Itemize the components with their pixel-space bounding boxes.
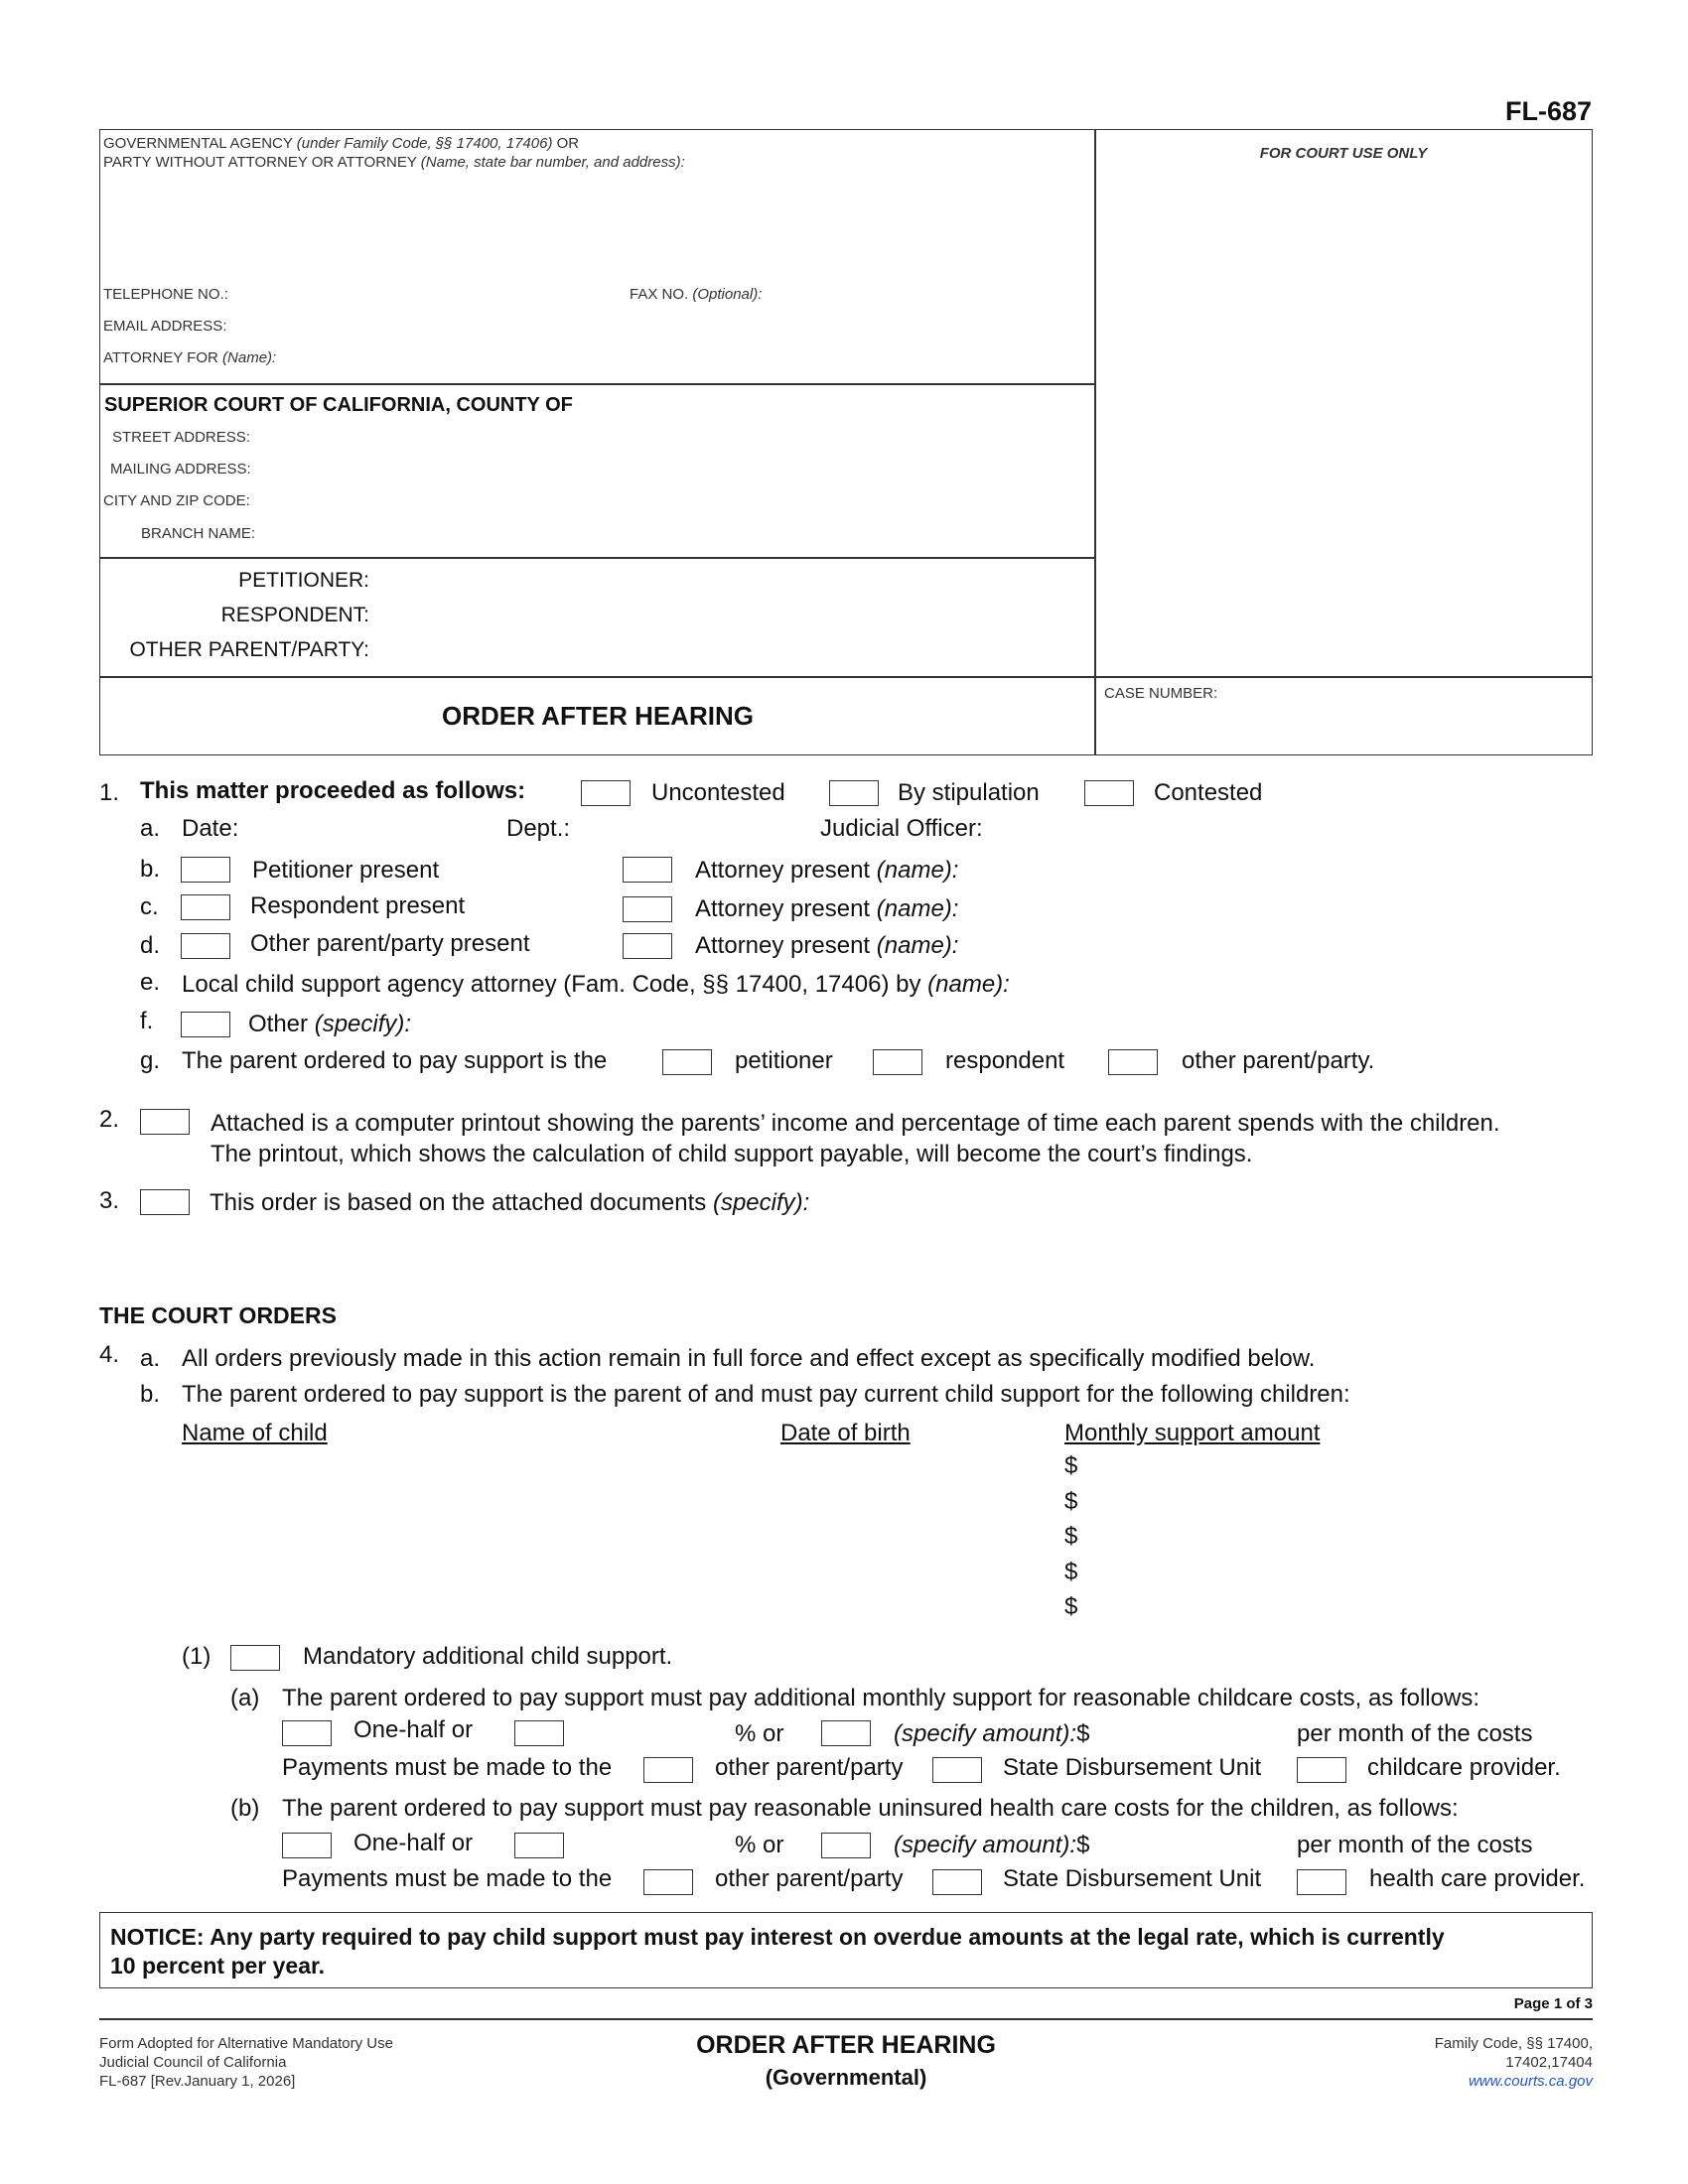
item4-1b-num: (b) [230, 1795, 260, 1822]
pay-other-party-checkbox[interactable] [643, 1757, 693, 1783]
item1-g: g. [140, 1047, 161, 1074]
respondent-checkbox[interactable] [873, 1049, 922, 1075]
other-checkbox[interactable] [181, 1012, 230, 1037]
attorney-present-checkbox[interactable] [623, 857, 672, 883]
item4-a: a. [140, 1345, 161, 1372]
other-party-option: other parent/party. [1182, 1047, 1375, 1074]
court-title: SUPERIOR COURT OF CALIFORNIA, COUNTY OF [104, 394, 573, 416]
specify-amount-label: (specify amount):$ [894, 1832, 1090, 1858]
uncontested-label: Uncontested [651, 779, 785, 806]
mandatory-support-checkbox[interactable] [230, 1645, 280, 1671]
date-label: Date: [182, 815, 239, 842]
dept-label: Dept.: [506, 815, 571, 842]
mandatory-support-label: Mandatory additional child support. [303, 1643, 673, 1670]
footer-subtitle: (Governmental) [765, 2065, 927, 2090]
specify-amount-checkbox[interactable] [821, 1833, 871, 1858]
item2-line1: Attached is a computer printout showing the parents’ income and percentage of time each parent spends with the children. [211, 1110, 1500, 1137]
family-code-line1: Family Code, §§ 17400, [1434, 2035, 1593, 2052]
dollar-sign: $ [1064, 1523, 1078, 1550]
city-label: CITY AND ZIP CODE: [103, 492, 250, 509]
petitioner-present-checkbox[interactable] [181, 857, 230, 883]
notice-line1: NOTICE: Any party required to pay child support must pay interest on overdue amounts at the legal rate, which is currently [110, 1924, 1445, 1950]
col-name-of-child: Name of child [182, 1420, 328, 1446]
petitioner-label: PETITIONER: [238, 569, 369, 592]
adopted-line1: Form Adopted for Alternative Mandatory Use [99, 2035, 393, 2052]
attorney-for-label: ATTORNEY FOR (Name): [103, 349, 277, 366]
item2-num: 2. [99, 1106, 120, 1133]
petitioner-present-label: Petitioner present [252, 857, 440, 884]
petitioner-option: petitioner [735, 1047, 833, 1074]
item1-c: c. [140, 893, 159, 920]
divider [99, 383, 1096, 385]
one-half-label: One-half or [353, 1716, 474, 1743]
item2-checkbox[interactable] [140, 1109, 190, 1135]
email-label: EMAIL ADDRESS: [103, 318, 227, 335]
fax-label: FAX NO. (Optional): [630, 286, 763, 303]
case-number-label: CASE NUMBER: [1104, 685, 1218, 702]
item1-b: b. [140, 856, 161, 883]
court-use-label: FOR COURT USE ONLY [1259, 145, 1428, 162]
dollar-sign: $ [1064, 1488, 1078, 1515]
courts-link[interactable]: www.courts.ca.gov [1468, 2073, 1593, 2090]
item1-a: a. [140, 815, 161, 842]
percent-label: % or [735, 1720, 784, 1747]
childcare-provider-label: childcare provider. [1367, 1754, 1561, 1781]
one-half-label: One-half or [353, 1830, 474, 1856]
one-half-checkbox[interactable] [282, 1833, 332, 1858]
agency-line1: GOVERNMENTAL AGENCY (under Family Code, §§ 17400, 17406) OR [103, 135, 580, 152]
footer-title: ORDER AFTER HEARING [696, 2031, 996, 2059]
item4-1-num: (1) [182, 1643, 211, 1670]
sdu-checkbox[interactable] [932, 1757, 982, 1783]
respondent-label: RESPONDENT: [220, 604, 369, 626]
other-label: Other (specify): [248, 1011, 412, 1037]
respondent-option: respondent [945, 1047, 1065, 1074]
attorney-present-label: Attorney present (name): [695, 932, 959, 959]
item1-label: This matter proceeded as follows: [140, 777, 526, 804]
attorney-present-label: Attorney present (name): [695, 895, 959, 922]
petitioner-checkbox[interactable] [662, 1049, 712, 1075]
item1-e: e. [140, 969, 161, 996]
page-number: Page 1 of 3 [1513, 1995, 1593, 2012]
dollar-sign: $ [1064, 1559, 1078, 1585]
attorney-present-label: Attorney present (name): [695, 857, 959, 884]
percent-label: % or [735, 1832, 784, 1858]
payments-label: Payments must be made to the [282, 1754, 613, 1781]
item3-checkbox[interactable] [140, 1189, 190, 1215]
item4-b: b. [140, 1381, 161, 1408]
uncontested-checkbox[interactable] [581, 780, 631, 806]
other-present-checkbox[interactable] [181, 933, 230, 959]
respondent-present-label: Respondent present [250, 892, 466, 919]
item2-line2: The printout, which shows the calculation of child support payable, will become the court’s findings. [211, 1141, 1253, 1167]
per-month-label: per month of the costs [1297, 1832, 1533, 1858]
divider [99, 557, 1096, 559]
payments-label: Payments must be made to the [282, 1865, 613, 1892]
item4-1b-text: The parent ordered to pay support must pay reasonable uninsured health care costs for the children, as follows: [282, 1795, 1459, 1822]
court-orders-heading: THE COURT ORDERS [99, 1302, 337, 1328]
attorney-present-checkbox[interactable] [623, 933, 672, 959]
item3-num: 3. [99, 1187, 120, 1214]
col-monthly-support: Monthly support amount [1064, 1420, 1321, 1446]
item1-d: d. [140, 932, 161, 959]
item4-1a-num: (a) [230, 1685, 260, 1711]
adopted-line3: FL-687 [Rev.January 1, 2026] [99, 2073, 296, 2090]
page-title: ORDER AFTER HEARING [442, 701, 754, 731]
branch-label: BRANCH NAME: [141, 525, 256, 542]
item1-f: f. [140, 1008, 154, 1034]
divider [99, 676, 1593, 678]
item4-num: 4. [99, 1341, 120, 1368]
judicial-officer-label: Judicial Officer: [820, 815, 983, 842]
local-agency-label: Local child support agency attorney (Fam. Code, §§ 17400, 17406) by (name): [182, 971, 1010, 998]
telephone-label: TELEPHONE NO.: [103, 286, 228, 303]
sdu-label: State Disbursement Unit [1003, 1865, 1262, 1892]
attorney-present-checkbox[interactable] [623, 896, 672, 922]
dollar-sign: $ [1064, 1593, 1078, 1620]
specify-amount-checkbox[interactable] [821, 1720, 871, 1746]
sdu-label: State Disbursement Unit [1003, 1754, 1262, 1781]
respondent-present-checkbox[interactable] [181, 894, 230, 920]
notice-line2: 10 percent per year. [110, 1953, 326, 1979]
item4-a-text: All orders previously made in this action remain in full force and effect except as specifically modified below. [182, 1345, 1316, 1372]
item4-1a-text: The parent ordered to pay support must pay additional monthly support for reasonable childcare costs, as follows: [282, 1685, 1479, 1711]
street-label: STREET ADDRESS: [112, 429, 250, 446]
footer-rule [99, 2018, 1593, 2020]
form-id: FL-687 [1504, 96, 1592, 126]
court-use-box [1094, 129, 1593, 755]
childcare-provider-checkbox[interactable] [1297, 1757, 1346, 1783]
family-code-line2: 17402,17404 [1505, 2054, 1593, 2071]
stipulation-checkbox[interactable] [829, 780, 879, 806]
pay-other-party-label: other parent/party [715, 1865, 904, 1892]
adopted-line2: Judicial Council of California [99, 2054, 287, 2071]
percent-checkbox[interactable] [514, 1833, 564, 1858]
one-half-checkbox[interactable] [282, 1720, 332, 1746]
specify-amount-label: (specify amount):$ [894, 1720, 1090, 1747]
sdu-checkbox[interactable] [932, 1869, 982, 1895]
other-party-checkbox[interactable] [1108, 1049, 1158, 1075]
dollar-sign: $ [1064, 1452, 1078, 1479]
item3-text: This order is based on the attached documents (specify): [210, 1189, 810, 1216]
other-party-label: OTHER PARENT/PARTY: [129, 638, 369, 661]
contested-checkbox[interactable] [1084, 780, 1134, 806]
health-provider-checkbox[interactable] [1297, 1869, 1346, 1895]
parent-ordered-label: The parent ordered to pay support is the [182, 1047, 608, 1074]
percent-checkbox[interactable] [514, 1720, 564, 1746]
pay-other-party-checkbox[interactable] [643, 1869, 693, 1895]
stipulation-label: By stipulation [898, 779, 1040, 806]
item4-b-text: The parent ordered to pay support is the parent of and must pay current child support for the following children: [182, 1381, 1350, 1408]
health-provider-label: health care provider. [1369, 1865, 1586, 1892]
mailing-label: MAILING ADDRESS: [110, 461, 251, 478]
contested-label: Contested [1154, 779, 1263, 806]
item1-num: 1. [99, 779, 120, 806]
pay-other-party-label: other parent/party [715, 1754, 904, 1781]
other-present-label: Other parent/party present [250, 930, 530, 957]
col-date-of-birth: Date of birth [780, 1420, 911, 1446]
per-month-label: per month of the costs [1297, 1720, 1533, 1747]
agency-line2: PARTY WITHOUT ATTORNEY OR ATTORNEY (Name, state bar number, and address): [103, 154, 685, 171]
